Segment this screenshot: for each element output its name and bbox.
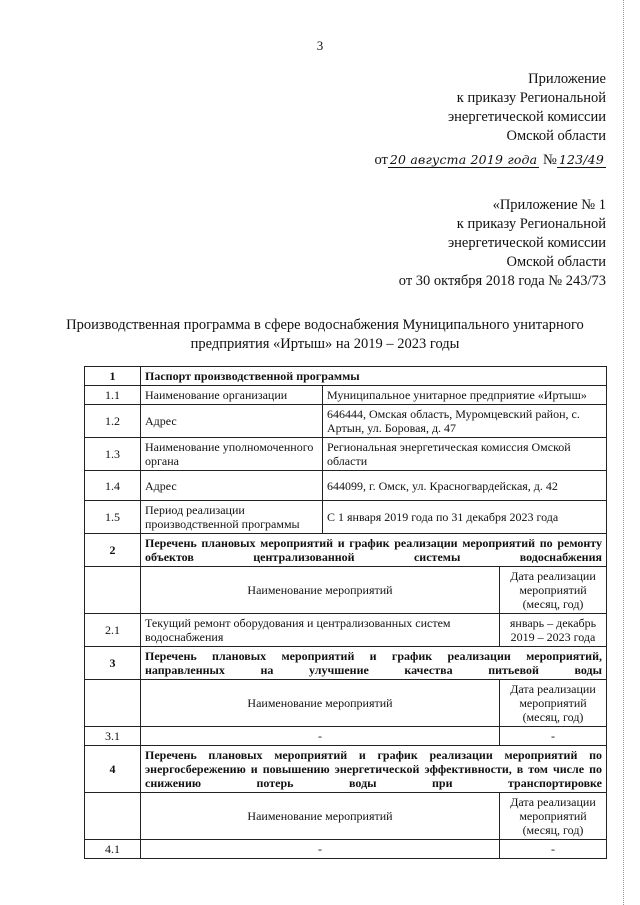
table-row	[85, 471, 607, 501]
table-row	[85, 438, 607, 471]
row-number: 1.5	[85, 501, 141, 534]
table-row	[85, 405, 607, 438]
handwritten-date: 20 августа 2019 года	[389, 152, 538, 167]
section-title: Перечень плановых мероприятий и график реализации мероприятий по энергосбережению и повышению энергетической эффективности, в том числе по снижению потерь воды при транспортировке	[141, 746, 607, 793]
activity-name: -	[141, 727, 500, 746]
section-row-4	[85, 746, 607, 793]
row-number: 1.4	[85, 471, 141, 501]
scan-edge-artifact	[623, 0, 624, 905]
activity-date: январь – декабрь 2019 – 2023 года	[500, 614, 607, 647]
column-header-name: Наименование мероприятий	[141, 793, 500, 840]
row-label: Адрес	[141, 405, 323, 438]
activity-date: -	[500, 727, 607, 746]
table-row	[85, 727, 607, 746]
table-row	[85, 840, 607, 859]
section-row-3	[85, 647, 607, 680]
section-title: Перечень плановых мероприятий и график реализации мероприятий по ремонту объектов централизованной системы водоснабжения	[141, 534, 607, 567]
section-number: 1	[85, 367, 141, 386]
column-header-date: Дата реализации мероприятий (месяц, год)	[500, 793, 607, 840]
row-number: 4.1	[85, 840, 141, 859]
activity-name: Текущий ремонт оборудования и централизованных систем водоснабжения	[141, 614, 500, 647]
row-number: 3.1	[85, 727, 141, 746]
row-label: Период реализации производственной программы	[141, 501, 323, 534]
empty-cell	[85, 567, 141, 614]
appendix-line: к приказу Региональной	[456, 90, 606, 106]
table-header-row	[85, 680, 607, 727]
table-row	[85, 501, 607, 534]
appendix-line: энергетической комиссии	[447, 109, 606, 125]
number-prefix: №	[542, 152, 557, 168]
column-header-date: Дата реализации мероприятий (месяц, год)	[500, 567, 607, 614]
row-number: 2.1	[85, 614, 141, 647]
row-number: 1.3	[85, 438, 141, 471]
row-value: 646444, Омская область, Муромцевский район, с. Артын, ул. Боровая, д. 47	[323, 405, 607, 438]
row-label: Наименование организации	[141, 386, 323, 405]
document-title: Производственная программа в сфере водоснабжения Муниципального унитарного предприятия «Иртыш» на 2019 – 2023 годы	[66, 317, 584, 352]
order-date-line	[374, 150, 606, 170]
activity-name: -	[141, 840, 500, 859]
appendix-quoted-line: к приказу Региональной	[456, 216, 606, 232]
row-value: Муниципальное унитарное предприятие «Иртыш»	[323, 386, 607, 405]
column-header-name: Наименование мероприятий	[141, 567, 500, 614]
row-label: Наименование уполномоченного органа	[141, 438, 323, 471]
row-number: 1.1	[85, 386, 141, 405]
appendix-line: Омской области	[506, 128, 606, 144]
production-program-table	[84, 366, 607, 859]
column-header-name: Наименование мероприятий	[141, 680, 500, 727]
appendix-quoted-line: Омской области	[506, 254, 606, 270]
appendix-line: Приложение	[528, 71, 606, 87]
page-number: 3	[316, 38, 324, 53]
row-value: 644099, г. Омск, ул. Красногвардейская, д. 42	[323, 471, 607, 501]
column-header-date: Дата реализации мероприятий (месяц, год)	[500, 680, 607, 727]
section-number: 3	[85, 647, 141, 680]
section-row-1	[85, 367, 607, 386]
section-title: Паспорт производственной программы	[141, 367, 607, 386]
table-row	[85, 386, 607, 405]
table-header-row	[85, 793, 607, 840]
row-value: С 1 января 2019 года по 31 декабря 2023 года	[323, 501, 607, 534]
table-header-row	[85, 567, 607, 614]
row-number: 1.2	[85, 405, 141, 438]
section-row-2	[85, 534, 607, 567]
table-row	[85, 614, 607, 647]
appendix-quoted-line: от 30 октября 2018 года № 243/73	[398, 273, 606, 289]
section-number: 4	[85, 746, 141, 793]
appendix-quoted	[399, 196, 606, 291]
section-title: Перечень плановых мероприятий и график реализации мероприятий, направленных на улучшение качества питьевой воды	[141, 647, 607, 680]
handwritten-number: 123/49	[558, 152, 604, 167]
empty-cell	[85, 793, 141, 840]
date-prefix: от	[374, 152, 388, 168]
section-number: 2	[85, 534, 141, 567]
empty-cell	[85, 680, 141, 727]
appendix-quoted-line: энергетической комиссии	[447, 235, 606, 251]
activity-date: -	[500, 840, 607, 859]
row-value: Региональная энергетическая комиссия Омской области	[323, 438, 607, 471]
appendix-header	[374, 70, 606, 170]
appendix-quoted-line: «Приложение № 1	[492, 197, 606, 213]
row-label: Адрес	[141, 471, 323, 501]
